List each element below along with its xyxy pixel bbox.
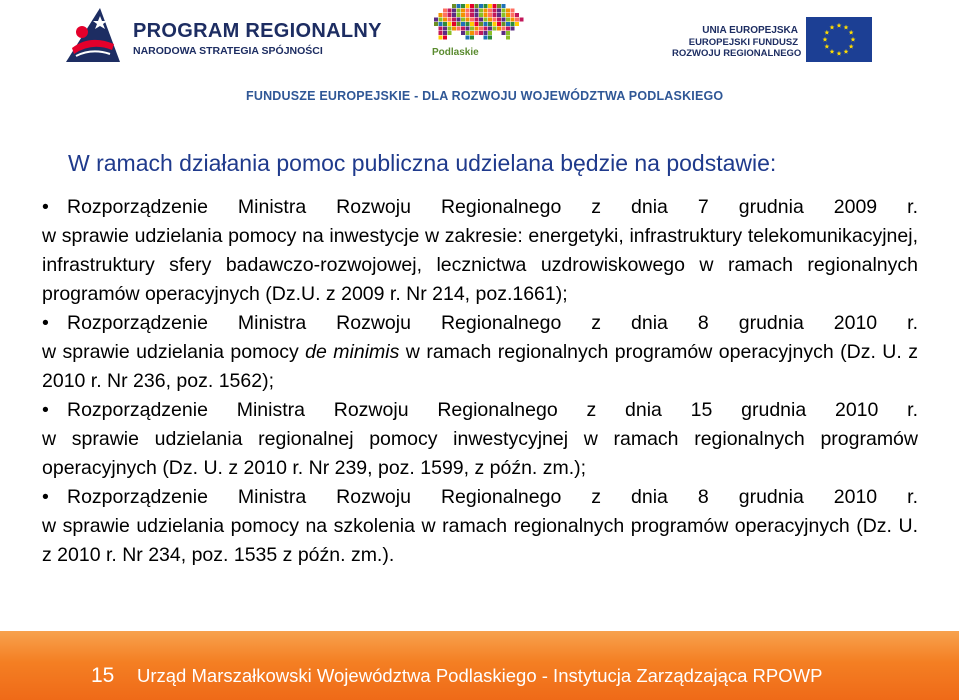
regulation-detail-text: w sprawie udzielania regionalnej pomocy inwestycyjnej w ramach regionalnych programów operacyjnych (Dz. U. z 2010 r. Nr 239, poz. 1599, z późn. zm.); <box>42 428 918 479</box>
funds-banner: FUNDUSZE EUROPEJSKIE - DLA ROZWOJU WOJEWÓDZTWA PODLASKIEGO <box>246 89 724 103</box>
list-item <box>42 396 918 483</box>
list-item <box>42 483 918 570</box>
list-item <box>42 309 918 396</box>
program-subtitle: NARODOWA STRATEGIA SPÓJNOŚCI <box>133 45 323 57</box>
regulation-detail-text: w ramach regionalnych programów operacyjnych (Dz. U. z 2010 r. Nr 236, poz. 1562); <box>42 341 918 392</box>
list-item <box>42 193 918 309</box>
page-number: 15 <box>91 664 115 687</box>
regulation-detail-text: w sprawie udzielania pomocy na inwestycje w zakresie: energetyki, infrastruktury telekomunikacyjnej, infrastruktury sfery badawczo-rozwojowej, lecznictwa uzdrowiskowego w ramach regionalnych programów operacyjnych (Dz.U. z 2009 r. Nr 214, poz.1661); <box>42 225 918 305</box>
footer-text: Urząd Marszałkowski Województwa Podlaskiego - Instytucja Zarządzająca RPOWP <box>137 665 823 686</box>
regulation-detail-emphasis: de minimis <box>305 341 400 363</box>
regulation-title: Rozporządzenie Ministra Rozwoju Regionalnego z dnia 8 grudnia 2010 r. <box>67 312 918 334</box>
program-title: PROGRAM REGIONALNY <box>133 20 382 42</box>
eu-label-line1: UNIA EUROPEJSKA <box>702 25 798 36</box>
regulation-title: Rozporządzenie Ministra Rozwoju Regionalnego z dnia 15 grudnia 2010 r. <box>67 399 918 421</box>
region-label: Podlaskie <box>432 47 479 58</box>
slide-header <box>0 0 959 120</box>
eu-label-line2: EUROPEJSKI FUNDUSZ <box>688 36 798 48</box>
regulation-list <box>42 193 918 570</box>
eu-label-line3: ROZWOJU REGIONALNEGO <box>672 48 802 59</box>
slide-footer <box>0 631 959 700</box>
regulation-detail <box>42 425 918 483</box>
bullet: • <box>42 486 49 508</box>
bullet: • <box>42 399 49 421</box>
bullet: • <box>42 312 49 334</box>
program-regionalny-logo-icon <box>62 4 122 64</box>
regulation-title: Rozporządzenie Ministra Rozwoju Regionalnego z dnia 8 grudnia 2010 r. <box>67 486 918 508</box>
regulation-detail-text: w sprawie udzielania pomocy na szkolenia w ramach regionalnych programów operacyjnych (Dz. U. z 2010 r. Nr 234, poz. 1535 z późn. zm.). <box>42 515 918 566</box>
regulation-title: Rozporządzenie Ministra Rozwoju Regionalnego z dnia 7 grudnia 2009 r. <box>67 196 918 218</box>
bullet: • <box>42 196 49 218</box>
regulation-detail <box>42 338 918 396</box>
regulation-detail <box>42 222 918 309</box>
eu-flag-icon <box>806 17 872 62</box>
eu-label <box>672 25 802 60</box>
regulation-detail-text: w sprawie udzielania pomocy <box>42 341 306 363</box>
slide-heading: W ramach działania pomoc publiczna udzielana będzie na podstawie: <box>68 150 777 176</box>
regulation-detail <box>42 512 918 570</box>
